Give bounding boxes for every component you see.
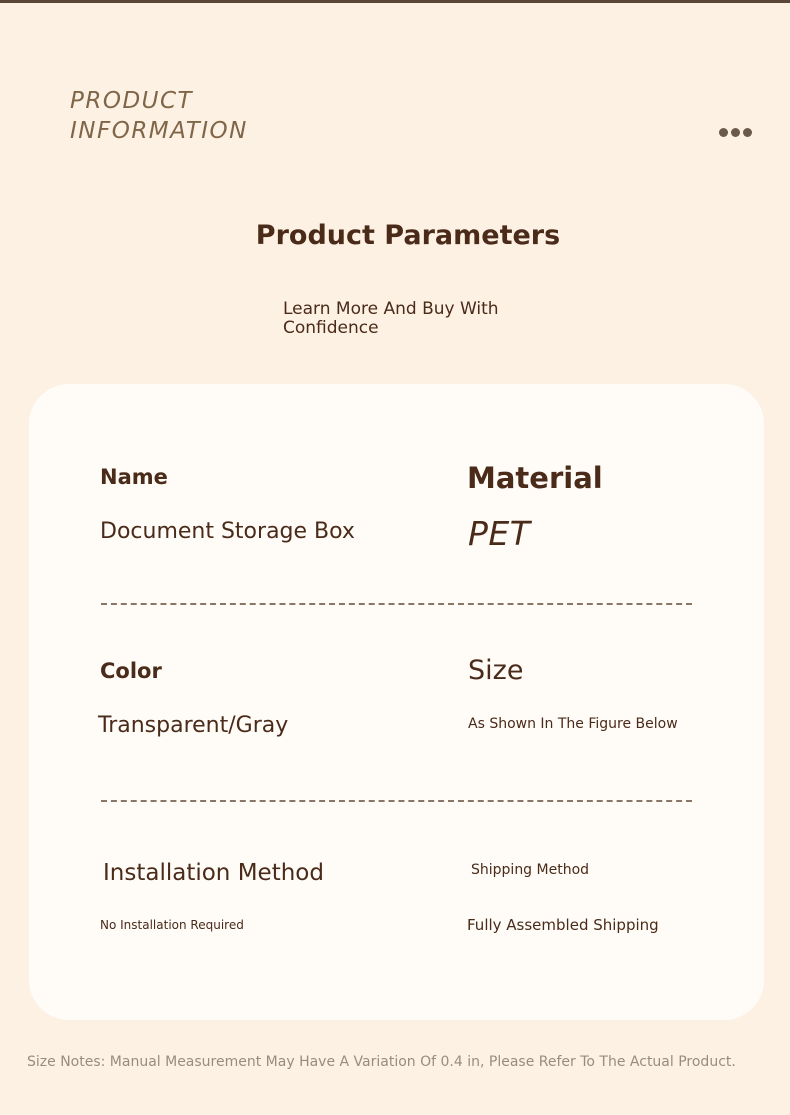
row-divider [101,800,692,802]
page-title: Product Parameters [255,220,561,251]
more-dot [719,128,728,137]
more-dot [743,128,752,137]
brand-logo-text [70,86,248,146]
row-divider [101,603,692,605]
page-subtitle: Learn More And Buy With Confidence [283,299,499,338]
param-color-value: Transparent/Gray [98,713,289,738]
param-material-value: PET [468,514,531,553]
param-size-value: As Shown In The Figure Below [468,716,678,732]
more-horizontal-icon[interactable] [719,126,755,138]
param-material-label: Material [467,461,603,495]
brand-line-1: PRODUCT [70,88,194,114]
more-dot [731,128,740,137]
param-shipping-label: Shipping Method [471,862,590,878]
param-color-label: Color [100,659,162,683]
top-border [0,0,790,3]
param-name-value: Document Storage Box [100,519,355,544]
size-footnote: Size Notes: Manual Measurement May Have A Variation Of 0.4 in, Please Refer To The Actual Product. [27,1054,736,1070]
param-shipping-value: Fully Assembled Shipping [467,916,659,934]
param-name-label: Name [100,465,168,489]
param-installation-value: No Installation Required [100,918,244,932]
param-size-label: Size [468,655,524,686]
brand-line-2: INFORMATION [70,118,248,144]
param-installation-label: Installation Method [103,860,324,886]
